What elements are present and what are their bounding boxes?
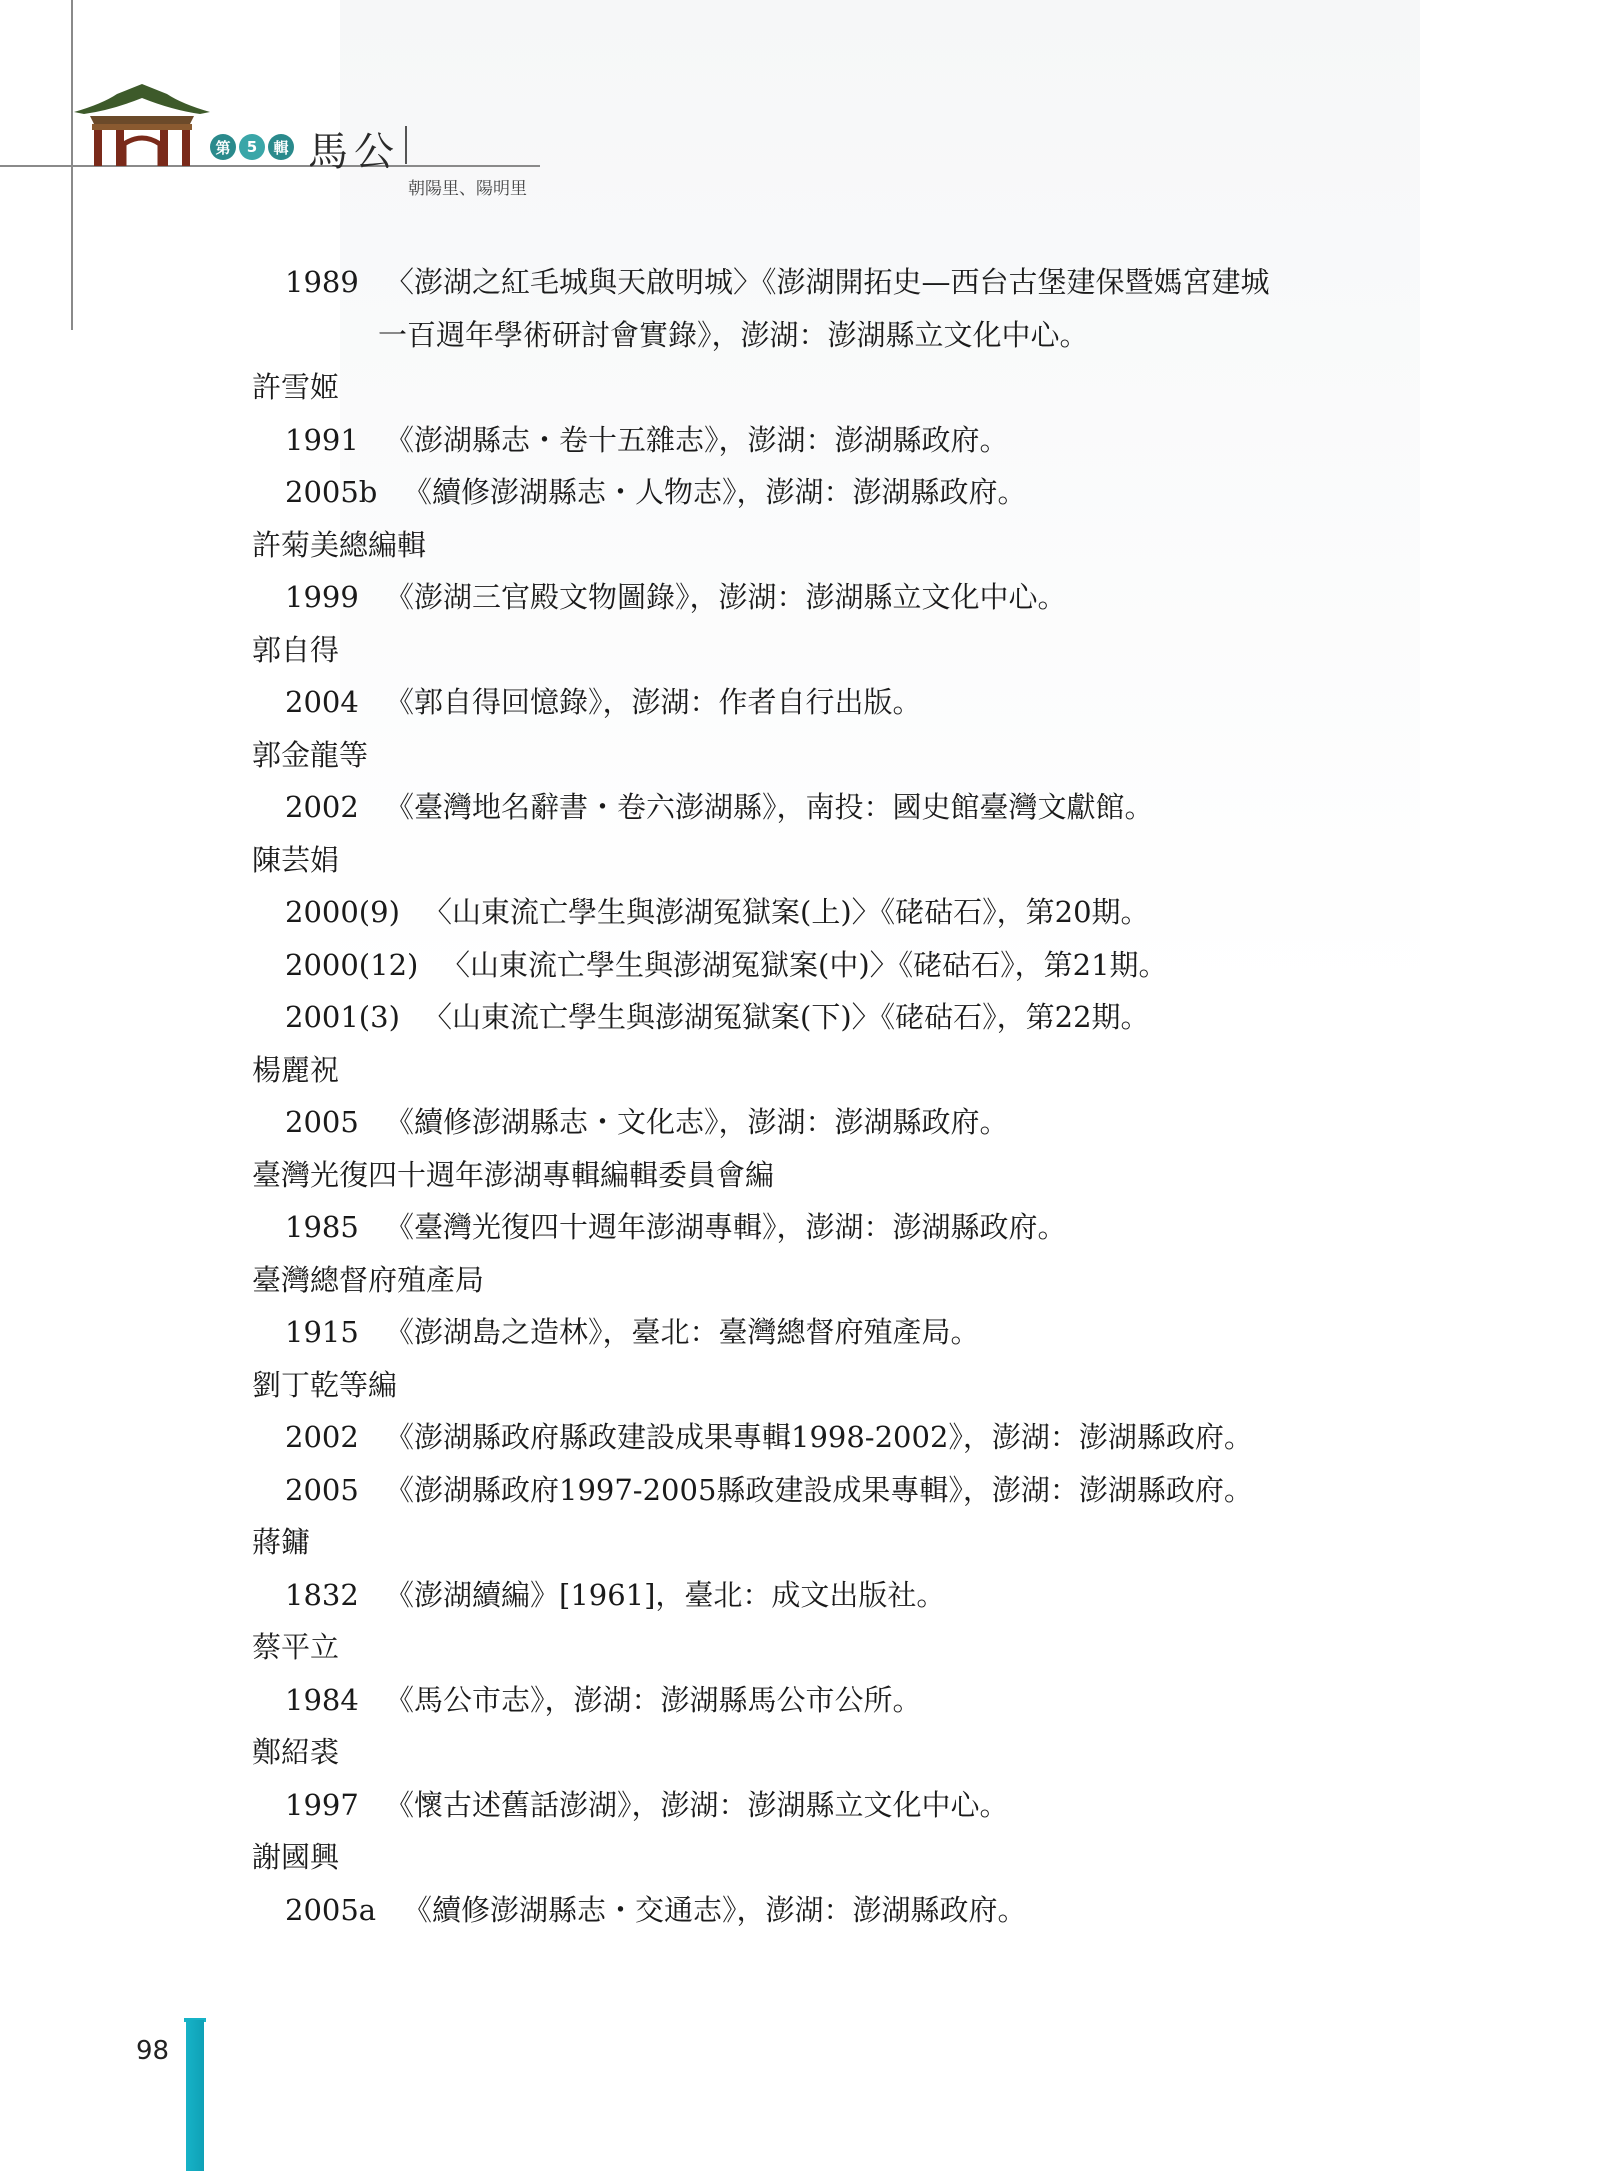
entry-year: 1985 — [285, 1210, 359, 1244]
entry-title: 《澎湖縣政府縣政建設成果專輯1998-2002》，澎湖：澎湖縣政府。 — [385, 1420, 1253, 1454]
chapter-subtitle: 朝陽里、陽明里 — [408, 179, 527, 199]
entry-title: 《續修澎湖縣志・人物志》，澎湖：澎湖縣政府。 — [403, 475, 1027, 509]
bibliography-author: 劉丁乾等編 — [252, 1367, 398, 1402]
bibliography-author: 楊麗祝 — [252, 1052, 340, 1087]
chapter-title: 馬公 — [308, 129, 400, 175]
entry-year: 2005a — [285, 1892, 377, 1927]
bibliography-entry — [285, 1470, 1253, 1510]
bibliography-entry — [285, 1417, 1253, 1457]
entry-year: 1989 — [285, 265, 359, 299]
entry-title: 《澎湖縣政府1997-2005縣政建設成果專輯》，澎湖：澎湖縣政府。 — [385, 1472, 1253, 1507]
entry-year: 2005 — [285, 1105, 359, 1139]
entry-title: 《臺灣光復四十週年澎湖專輯》，澎湖：澎湖縣政府。 — [385, 1210, 1067, 1244]
bibliography-entry — [285, 997, 1150, 1037]
bibliography-entry — [285, 1575, 946, 1615]
entry-title: 《臺灣地名辭書・卷六澎湖縣》，南投：國史館臺灣文獻館。 — [385, 790, 1154, 824]
bibliography-author: 郭金龍等 — [252, 737, 369, 772]
bibliography-entry — [285, 1207, 1067, 1247]
entry-title: 《續修澎湖縣志・交通志》，澎湖：澎湖縣政府。 — [403, 1892, 1027, 1927]
entry-year: 2002 — [285, 790, 359, 824]
entry-year: 2002 — [285, 1420, 359, 1454]
bibliography-author: 蔣鏞 — [252, 1525, 311, 1559]
bibliography-author: 陳芸娟 — [252, 842, 340, 877]
entry-year: 2000(9) — [285, 895, 400, 929]
page-number: 98 — [136, 2036, 170, 2066]
entry-title: 〈澎湖之紅毛城與天啟明城〉《澎湖開拓史—西台古堡建保暨媽宮建城 — [385, 265, 1270, 299]
bibliography-entry — [285, 1680, 922, 1720]
entry-title: 《澎湖島之造林》，臺北：臺灣總督府殖產局。 — [385, 1315, 980, 1349]
bibliography-entry — [285, 1312, 980, 1352]
entry-title: 《郭自得回憶錄》，澎湖：作者自行出版。 — [385, 685, 922, 719]
entry-year: 1991 — [285, 422, 359, 457]
entry-year: 2005 — [285, 1472, 359, 1507]
bibliography-entry — [285, 945, 1168, 985]
entry-continuation: 一百週年學術研討會實錄》，澎湖：澎湖縣立文化中心。 — [378, 317, 1089, 352]
entry-year: 1832 — [285, 1577, 359, 1612]
bibliography-author: 郭自得 — [252, 632, 340, 667]
bibliography-author: 許雪姬 — [252, 370, 340, 404]
chapter-badge — [210, 134, 294, 160]
bibliography-entry — [285, 472, 1027, 512]
bibliography-entry — [285, 682, 922, 722]
bibliography-author: 臺灣總督府殖產局 — [252, 1262, 485, 1297]
entry-title: 《馬公市志》，澎湖：澎湖縣馬公市公所。 — [385, 1682, 922, 1717]
bibliography-author: 蔡平立 — [252, 1630, 340, 1664]
entry-year: 1999 — [285, 580, 359, 614]
entry-year: 1915 — [285, 1315, 359, 1349]
entry-title: 《澎湖縣志・卷十五雜志》，澎湖：澎湖縣政府。 — [385, 422, 1009, 457]
chapter-char-first: 第 — [210, 134, 236, 160]
entry-year: 2004 — [285, 685, 359, 719]
entry-title: 〈山東流亡學生與澎湖冤獄案(中)〉《硓𥑮石》，第21期。 — [441, 947, 1168, 982]
bibliography-entry — [285, 892, 1150, 932]
entry-title: 《續修澎湖縣志・文化志》，澎湖：澎湖縣政府。 — [385, 1105, 1009, 1139]
page-color-bar — [186, 2020, 204, 2171]
entry-title: 《澎湖三官殿文物圖錄》，澎湖：澎湖縣立文化中心。 — [385, 580, 1067, 614]
bibliography-entry — [285, 1102, 1009, 1142]
bibliography-author: 鄭紹裘 — [252, 1735, 340, 1769]
entry-year: 1997 — [285, 1787, 359, 1822]
chapter-number: 5 — [239, 134, 265, 160]
title-divider — [405, 126, 407, 164]
entry-year: 2005b — [285, 475, 378, 509]
bibliography-entry — [285, 1890, 1027, 1930]
bibliography-author: 許菊美總編輯 — [252, 527, 427, 562]
entry-year: 2001(3) — [285, 1000, 400, 1034]
bibliography-author: 謝國興 — [252, 1840, 340, 1874]
entry-title: 〈山東流亡學生與澎湖冤獄案(上)〉《硓𥑮石》，第20期。 — [423, 895, 1150, 929]
bibliography-author: 臺灣光復四十週年澎湖專輯編輯委員會編 — [252, 1157, 775, 1192]
bibliography-entry — [285, 262, 1270, 302]
bibliography-entry — [285, 1785, 1009, 1825]
entry-title: 〈山東流亡學生與澎湖冤獄案(下)〉《硓𥑮石》，第22期。 — [423, 1000, 1150, 1034]
entry-title: 《澎湖續編》[1961]，臺北：成文出版社。 — [385, 1577, 946, 1612]
bibliography-entry — [285, 577, 1067, 617]
entry-year: 2000(12) — [285, 947, 419, 982]
bibliography-entry — [285, 787, 1154, 827]
entry-title: 《懷古述舊話澎湖》，澎湖：澎湖縣立文化中心。 — [385, 1787, 1009, 1822]
chapter-char-second: 輯 — [268, 134, 294, 160]
pavilion-icon — [72, 82, 212, 166]
entry-year: 1984 — [285, 1682, 359, 1717]
bibliography-entry — [285, 420, 1009, 460]
